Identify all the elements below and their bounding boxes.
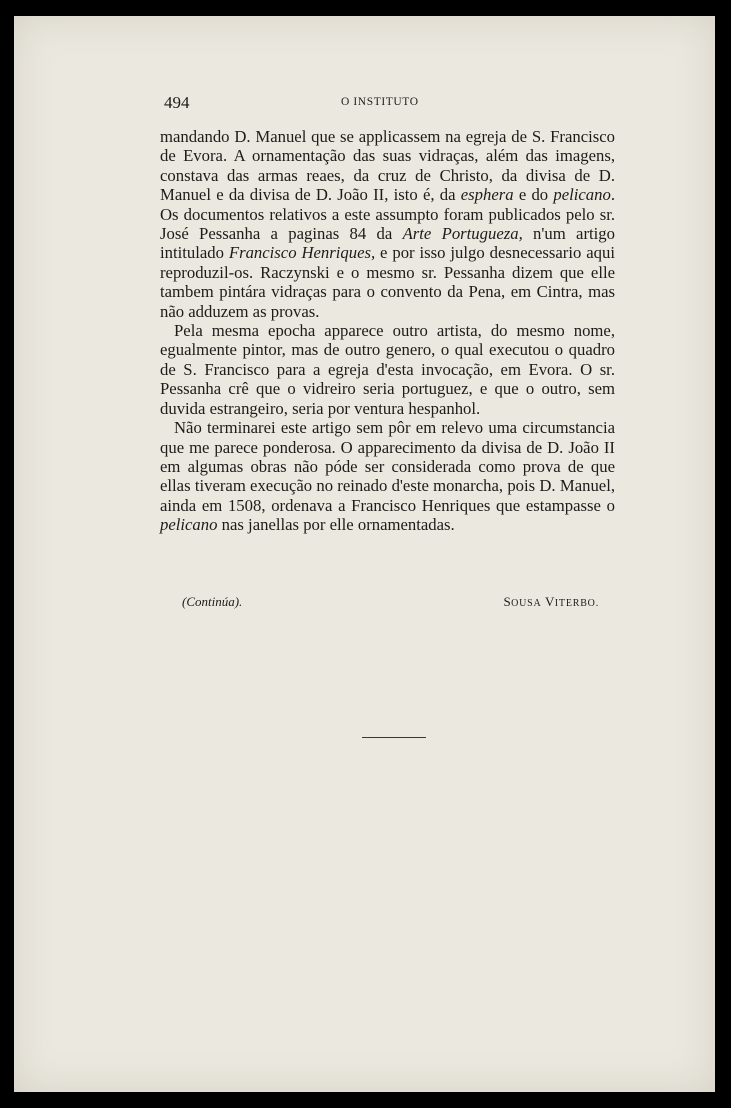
italic-run: pelicano bbox=[553, 185, 611, 205]
italic-run: esphera bbox=[460, 185, 514, 205]
text-run: Pela mesma epocha apparece outro artista, do mesmo nome, egualmente pintor, mas de outro genero, o qual executou o quadro de S. Francisco para a egreja d'esta invocação, em Evora. O sr. Pessanha crê que o vidreiro seria portuguez, e que o outro, sem duvida estrangeiro, seria por ventura hespanhol. bbox=[160, 321, 615, 418]
text-run: e do bbox=[513, 185, 554, 205]
author-initial-2: V bbox=[544, 594, 555, 609]
text-run: n'um artigo intitulado bbox=[160, 224, 615, 263]
paragraph-1 bbox=[160, 127, 615, 321]
author-rest-1: OUSA bbox=[511, 598, 542, 609]
italic-run: Francisco Henriques, bbox=[228, 243, 376, 263]
running-head: O INSTITUTO bbox=[341, 96, 419, 108]
author-initial-1: S bbox=[503, 594, 512, 609]
text-run: mandando D. Manuel que se applicassem na egreja de S. Francisco de Evora. A ornamentação das suas vidraças, além das imagens, constava das armas reaes, da cruz de Christo, da divisa de D. Manuel e da divisa de D. João II, isto é, da bbox=[160, 127, 615, 205]
continua-note: (Continúa). bbox=[182, 594, 243, 609]
article-signoff bbox=[160, 594, 615, 614]
italic-run: pelicano bbox=[160, 515, 218, 535]
text-run: . Os documentos relativos a este assumpto foram publicados pelo sr. José Pessanha a paginas 84 da bbox=[160, 185, 615, 244]
italic-run: Arte Portugueza, bbox=[402, 224, 523, 244]
section-rule bbox=[362, 737, 426, 738]
paragraph-2 bbox=[160, 321, 615, 418]
page-header bbox=[164, 93, 614, 115]
page-number: 494 bbox=[164, 93, 190, 112]
article-body bbox=[160, 127, 615, 535]
author-rest-2: ITERBO. bbox=[554, 598, 599, 609]
author-signature bbox=[503, 594, 599, 610]
scanned-page bbox=[14, 16, 715, 1092]
text-run: nas janellas por elle ornamentadas. bbox=[217, 515, 455, 535]
paragraph-3 bbox=[160, 418, 615, 534]
text-run: Não terminarei este artigo sem pôr em relevo uma circumstancia que me parece ponderosa. O apparecimento da divisa de D. João II em algumas obras não póde ser considerada como prova de que ellas tiveram execução no reinado d'este monarcha, pois D. Manuel, ainda em 1508, ordenava a Francisco Henriques que estampasse o bbox=[160, 418, 615, 515]
text-run: e por isso julgo desnecessario aqui reproduzil-os. Raczynski e o mesmo sr. Pessanha dizem que elle tambem pintára vidraças para o convento da Pena, em Cintra, mas não adduzem as provas. bbox=[160, 243, 615, 321]
